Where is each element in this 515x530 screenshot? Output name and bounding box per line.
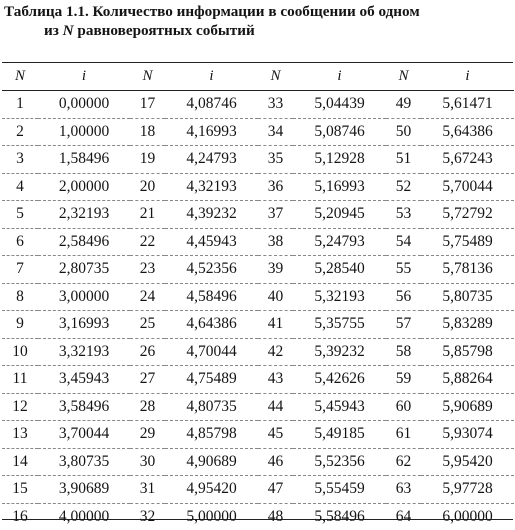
table-row bbox=[2, 503, 514, 530]
cell-n: 7 bbox=[2, 256, 38, 284]
cell-i: 3,32193 bbox=[38, 338, 130, 366]
cell-n: 47 bbox=[258, 476, 293, 504]
cell-n: 34 bbox=[258, 118, 293, 146]
cell-n: 4 bbox=[2, 173, 38, 201]
cell-n: 38 bbox=[258, 228, 293, 256]
column-header-n: N bbox=[2, 63, 38, 91]
cell-n: 13 bbox=[2, 421, 38, 449]
cell-i: 5,42626 bbox=[293, 366, 386, 394]
cell-n: 19 bbox=[130, 146, 165, 174]
cell-i: 3,80735 bbox=[38, 448, 130, 476]
cell-n: 49 bbox=[386, 91, 421, 119]
cell-i: 5,67243 bbox=[421, 146, 514, 174]
cell-i: 4,85798 bbox=[165, 421, 258, 449]
cell-n: 23 bbox=[130, 256, 165, 284]
table-row bbox=[2, 311, 514, 339]
cell-i: 3,45943 bbox=[38, 366, 130, 394]
cell-i: 5,85798 bbox=[421, 338, 514, 366]
table-row bbox=[2, 366, 514, 394]
cell-n: 17 bbox=[130, 91, 165, 119]
cell-i: 5,39232 bbox=[293, 338, 386, 366]
cell-i: 5,24793 bbox=[293, 228, 386, 256]
cell-i: 4,64386 bbox=[165, 311, 258, 339]
cell-n: 50 bbox=[386, 118, 421, 146]
cell-i: 4,52356 bbox=[165, 256, 258, 284]
cell-n: 26 bbox=[130, 338, 165, 366]
cell-i: 1,00000 bbox=[38, 118, 130, 146]
column-header-n: N bbox=[258, 63, 293, 91]
table-row bbox=[2, 393, 514, 421]
information-table bbox=[2, 62, 513, 520]
table-row bbox=[2, 173, 514, 201]
cell-n: 35 bbox=[258, 146, 293, 174]
cell-n: 64 bbox=[386, 503, 421, 530]
cell-n: 56 bbox=[386, 283, 421, 311]
caption-line-2 bbox=[4, 21, 511, 40]
table-row bbox=[2, 283, 514, 311]
cell-i: 2,80735 bbox=[38, 256, 130, 284]
table-row bbox=[2, 118, 514, 146]
cell-n: 8 bbox=[2, 283, 38, 311]
cell-i: 5,32193 bbox=[293, 283, 386, 311]
cell-i: 3,16993 bbox=[38, 311, 130, 339]
cell-n: 10 bbox=[2, 338, 38, 366]
cell-n: 42 bbox=[258, 338, 293, 366]
cell-n: 1 bbox=[2, 91, 38, 119]
table-row bbox=[2, 338, 514, 366]
cell-n: 58 bbox=[386, 338, 421, 366]
cell-n: 39 bbox=[258, 256, 293, 284]
column-header-i: i bbox=[293, 63, 386, 91]
cell-i: 4,58496 bbox=[165, 283, 258, 311]
cell-i: 5,49185 bbox=[293, 421, 386, 449]
cell-n: 52 bbox=[386, 173, 421, 201]
cell-n: 31 bbox=[130, 476, 165, 504]
cell-i: 5,08746 bbox=[293, 118, 386, 146]
cell-i: 3,00000 bbox=[38, 283, 130, 311]
cell-i: 5,04439 bbox=[293, 91, 386, 119]
cell-i: 5,20945 bbox=[293, 201, 386, 229]
table-caption bbox=[4, 2, 511, 40]
cell-i: 5,88264 bbox=[421, 366, 514, 394]
cell-i: 2,58496 bbox=[38, 228, 130, 256]
table-row bbox=[2, 228, 514, 256]
cell-i: 5,70044 bbox=[421, 173, 514, 201]
table-row bbox=[2, 91, 514, 119]
cell-n: 33 bbox=[258, 91, 293, 119]
column-header-i: i bbox=[38, 63, 130, 91]
table-row bbox=[2, 256, 514, 284]
cell-n: 37 bbox=[258, 201, 293, 229]
cell-n: 5 bbox=[2, 201, 38, 229]
cell-i: 4,08746 bbox=[165, 91, 258, 119]
cell-i: 5,72792 bbox=[421, 201, 514, 229]
cell-n: 40 bbox=[258, 283, 293, 311]
cell-n: 41 bbox=[258, 311, 293, 339]
cell-n: 22 bbox=[130, 228, 165, 256]
cell-i: 5,55459 bbox=[293, 476, 386, 504]
cell-n: 43 bbox=[258, 366, 293, 394]
cell-n: 16 bbox=[2, 503, 38, 530]
cell-i: 3,58496 bbox=[38, 393, 130, 421]
cell-i: 4,90689 bbox=[165, 448, 258, 476]
cell-n: 32 bbox=[130, 503, 165, 530]
cell-i: 4,16993 bbox=[165, 118, 258, 146]
cell-i: 5,00000 bbox=[165, 503, 258, 530]
cell-n: 9 bbox=[2, 311, 38, 339]
cell-n: 55 bbox=[386, 256, 421, 284]
cell-i: 3,90689 bbox=[38, 476, 130, 504]
cell-i: 4,00000 bbox=[38, 503, 130, 530]
cell-i: 5,80735 bbox=[421, 283, 514, 311]
cell-i: 3,70044 bbox=[38, 421, 130, 449]
cell-i: 1,58496 bbox=[38, 146, 130, 174]
cell-i: 4,39232 bbox=[165, 201, 258, 229]
cell-i: 5,45943 bbox=[293, 393, 386, 421]
cell-i: 5,52356 bbox=[293, 448, 386, 476]
cell-i: 5,83289 bbox=[421, 311, 514, 339]
cell-i: 4,75489 bbox=[165, 366, 258, 394]
cell-n: 45 bbox=[258, 421, 293, 449]
cell-n: 30 bbox=[130, 448, 165, 476]
caption-line-2-start: из bbox=[44, 22, 63, 39]
cell-n: 24 bbox=[130, 283, 165, 311]
cell-n: 60 bbox=[386, 393, 421, 421]
cell-i: 5,58496 bbox=[293, 503, 386, 530]
cell-i: 5,61471 bbox=[421, 91, 514, 119]
cell-n: 53 bbox=[386, 201, 421, 229]
cell-i: 5,75489 bbox=[421, 228, 514, 256]
cell-n: 51 bbox=[386, 146, 421, 174]
cell-n: 44 bbox=[258, 393, 293, 421]
cell-n: 11 bbox=[2, 366, 38, 394]
cell-n: 3 bbox=[2, 146, 38, 174]
cell-n: 25 bbox=[130, 311, 165, 339]
cell-i: 5,64386 bbox=[421, 118, 514, 146]
cell-n: 63 bbox=[386, 476, 421, 504]
cell-i: 2,32193 bbox=[38, 201, 130, 229]
column-header-i: i bbox=[421, 63, 514, 91]
table-row bbox=[2, 201, 514, 229]
cell-i: 5,93074 bbox=[421, 421, 514, 449]
cell-i: 6,00000 bbox=[421, 503, 514, 530]
cell-i: 4,45943 bbox=[165, 228, 258, 256]
column-header-n: N bbox=[386, 63, 421, 91]
caption-variable-n: N bbox=[63, 22, 74, 39]
cell-n: 57 bbox=[386, 311, 421, 339]
caption-line-1: Таблица 1.1. Количество информации в сообщении об одном bbox=[4, 2, 511, 21]
cell-n: 14 bbox=[2, 448, 38, 476]
caption-line-2-end: равновероятных событий bbox=[74, 22, 255, 39]
cell-n: 6 bbox=[2, 228, 38, 256]
cell-i: 0,00000 bbox=[38, 91, 130, 119]
cell-n: 18 bbox=[130, 118, 165, 146]
cell-i: 5,90689 bbox=[421, 393, 514, 421]
cell-i: 4,80735 bbox=[165, 393, 258, 421]
table-body bbox=[2, 91, 514, 530]
column-header-n: N bbox=[130, 63, 165, 91]
cell-i: 5,12928 bbox=[293, 146, 386, 174]
cell-i: 5,28540 bbox=[293, 256, 386, 284]
cell-i: 4,70044 bbox=[165, 338, 258, 366]
table-row bbox=[2, 421, 514, 449]
cell-i: 5,16993 bbox=[293, 173, 386, 201]
cell-n: 36 bbox=[258, 173, 293, 201]
table-header-row bbox=[2, 63, 514, 91]
cell-n: 46 bbox=[258, 448, 293, 476]
cell-n: 28 bbox=[130, 393, 165, 421]
cell-n: 20 bbox=[130, 173, 165, 201]
cell-n: 48 bbox=[258, 503, 293, 530]
data-table bbox=[2, 63, 514, 530]
cell-i: 4,95420 bbox=[165, 476, 258, 504]
cell-n: 15 bbox=[2, 476, 38, 504]
table-row bbox=[2, 448, 514, 476]
cell-n: 61 bbox=[386, 421, 421, 449]
cell-i: 4,32193 bbox=[165, 173, 258, 201]
cell-i: 5,78136 bbox=[421, 256, 514, 284]
cell-n: 54 bbox=[386, 228, 421, 256]
cell-n: 59 bbox=[386, 366, 421, 394]
cell-n: 21 bbox=[130, 201, 165, 229]
cell-n: 29 bbox=[130, 421, 165, 449]
cell-n: 27 bbox=[130, 366, 165, 394]
cell-i: 5,97728 bbox=[421, 476, 514, 504]
cell-n: 62 bbox=[386, 448, 421, 476]
column-header-i: i bbox=[165, 63, 258, 91]
table-row bbox=[2, 146, 514, 174]
cell-i: 4,24793 bbox=[165, 146, 258, 174]
cell-n: 12 bbox=[2, 393, 38, 421]
cell-i: 2,00000 bbox=[38, 173, 130, 201]
cell-i: 5,95420 bbox=[421, 448, 514, 476]
cell-n: 2 bbox=[2, 118, 38, 146]
cell-i: 5,35755 bbox=[293, 311, 386, 339]
table-row bbox=[2, 476, 514, 504]
